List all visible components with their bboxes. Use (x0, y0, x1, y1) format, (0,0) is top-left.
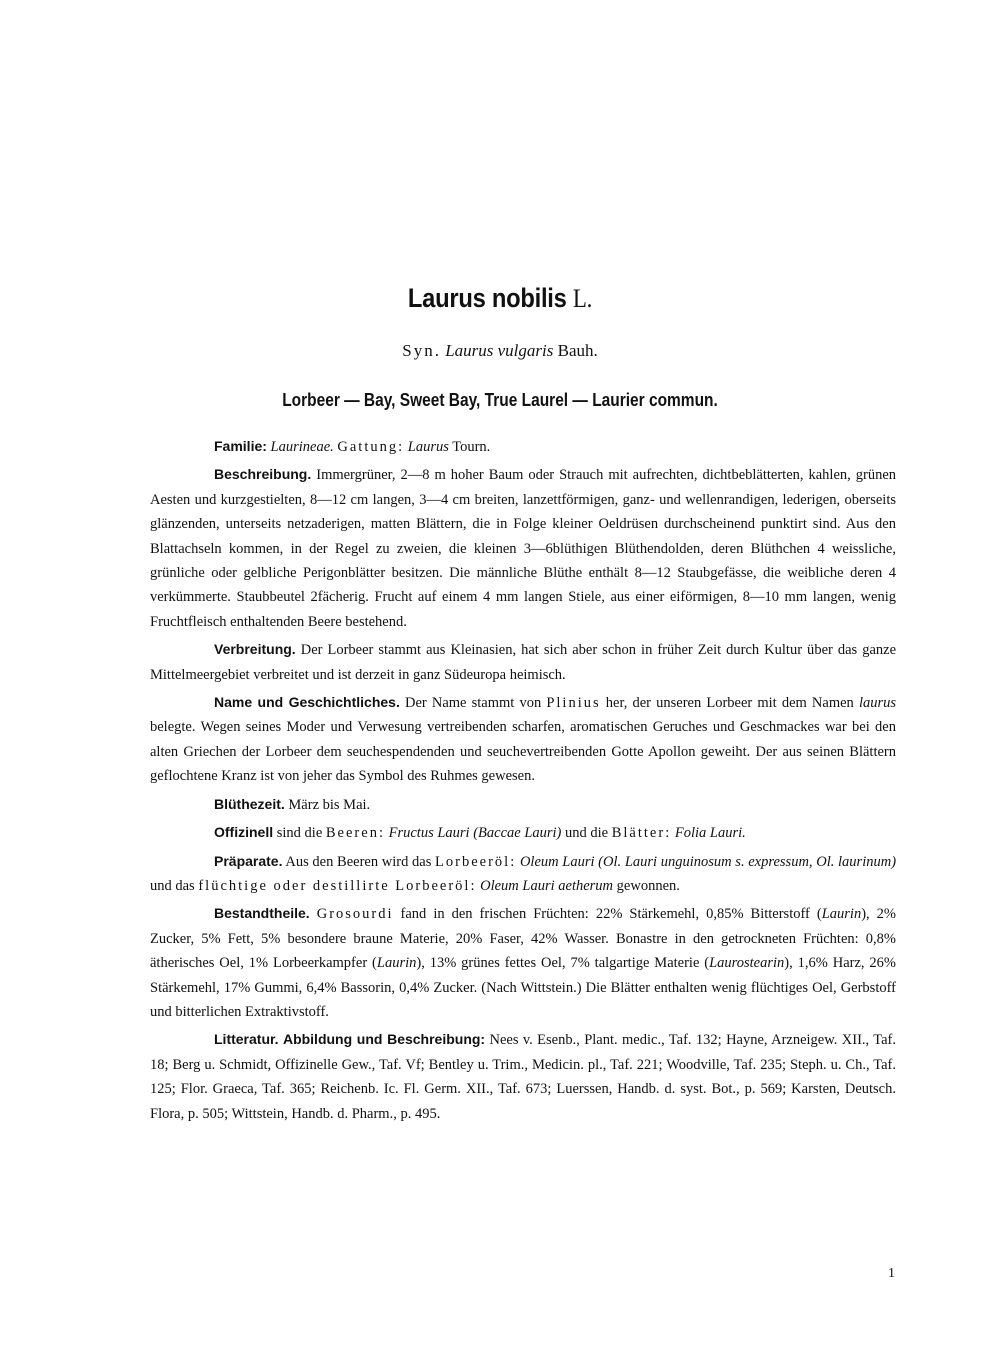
genus-name: Laurus (407, 439, 449, 455)
page-number: 1 (888, 1266, 895, 1281)
litteratur-paragraph (150, 1027, 896, 1126)
folia-lauri: Folia Lauri. (674, 825, 746, 842)
bestandtheile-text-2: ), 2% Zucker, 5% Fett, 5% besondere braune Materie, 20% Faser, 42% Wasser. (150, 906, 897, 947)
familie-heading: Familie: (214, 438, 267, 454)
bluethezeit-text: März bis Mai. (288, 796, 371, 813)
beschreibung-heading: Beschreibung. (214, 466, 312, 483)
laurin-term-1: Laurin (821, 906, 862, 923)
oleum-lauri-1: Oleum Lauri (Ol. Lauri unguinosum s. expressum, Ol. laurinum) (519, 853, 897, 870)
synonym-prefix: Syn. (402, 341, 441, 360)
laurin-term-2: Laurin (376, 955, 417, 972)
name-paragraph (150, 690, 896, 789)
name-text-2: her, der unseren Lorbeer mit dem Namen (605, 695, 854, 712)
familie-paragraph (150, 434, 896, 459)
verbreitung-paragraph (150, 637, 896, 687)
offizinell-heading: Offizinell (214, 824, 274, 841)
beschreibung-text: Immergrüner, 2—8 m hoher Baum oder Strauch mit aufrechten, dichtbeblätterten, kahlen, grünen Aesten und kurzgestielten, 8—12 cm langen, 3—4 cm breiten, lanzettförmigen, ganz- und wellenrandigen, lederigen, oberseits glänzenden, unterseits netzaderigen, matten Blättern, die in Folge kleiner Oeldrüsen durchscheinend punktirt sind. Aus den Blattachseln kommen, in der Regel zu zweien, die kleinen 3—6blüthigen Blüthendolden, deren Blüthchen 4 weissliche, grünliche oder gelbliche Perigonblätter besitzen. Die männliche Blüthe enthält 8—12 Staubgefässe, die weibliche deren 4 verkümmerte. Staubbeutel 2fächerig. Frucht auf einem 4 mm langen Stiele, aus einer eiförmigen, 8—10 mm langen, wenig Fruchtfleisch enthaltenden Beere bestehend. (150, 467, 897, 630)
bluethezeit-heading: Blüthezeit. (214, 795, 285, 812)
synonym-line (0, 341, 1000, 361)
grosourdi-name: Grosourdi (316, 906, 394, 923)
oleum-lauri-2: Oleum Lauri aetherum (480, 877, 614, 894)
genus-author: Tourn. (452, 439, 491, 455)
plinius-name: Plinius (546, 695, 601, 712)
praeparate-text-1: Aus den Beeren wird das (285, 853, 432, 870)
bestandtheile-text-4: ), 13% grünes fettes Oel, 7% talgartige Materie ( (416, 955, 710, 972)
bluethezeit-paragraph (150, 792, 896, 817)
bonastre-name: Bonastre (615, 930, 668, 947)
verbreitung-text: Der Lorbeer stammt aus Kleinasien, hat sich aber schon in früher Zeit durch Kultur über das ganze Mittelmeergebiet verbreitet und ist derzeit in ganz Südeuropa heimisch. (150, 642, 897, 683)
bestandtheile-heading: Bestandtheile. (214, 905, 310, 922)
beschreibung-paragraph (150, 462, 896, 634)
species-author: L. (572, 284, 593, 313)
laurostearin-term: Laurostearin (709, 955, 785, 972)
beeren-term: Beeren: (325, 825, 385, 842)
fluechtige-term: flüchtige oder destillirte Lorbeeröl: (198, 877, 477, 894)
fructus-lauri: Fructus Lauri (Baccae Lauri) (388, 825, 562, 842)
species-name: Laurus nobilis (407, 283, 567, 313)
offizinell-text-2: und die (565, 825, 609, 842)
synonym-name: Laurus vulgaris (445, 341, 554, 360)
offizinell-paragraph (150, 820, 896, 845)
name-heading: Name und Geschichtliches. (214, 694, 400, 711)
name-text-1: Der Name stammt von (405, 695, 542, 712)
blaetter-term: Blätter: (611, 825, 672, 842)
name-text-3: belegte. Wegen seines Moder und Verwesung vertreibenden scharfen, aromatischen Geruches und Geschmackes war bei den alten Griechen der Lorbeer dem seuchespendenden und seuchevertreibenden Gotte Apollon geweiht. Der aus seinen Blättern geflochtene Kranz ist von jeher das Symbol des Ruhmes gewesen. (150, 719, 896, 785)
bestandtheile-text-1: fand in den frischen Früchten: 22% Stärkemehl, 0,85% Bitterstoff ( (400, 906, 822, 923)
document-body (150, 434, 896, 1129)
litteratur-heading: Litteratur. (214, 1031, 279, 1048)
praeparate-heading: Präparate. (214, 852, 283, 869)
praeparate-text-2: und das (150, 877, 195, 894)
synonym-author: Bauh. (557, 341, 598, 360)
lorbeeroel-term: Lorbeeröl: (435, 853, 517, 870)
praeparate-paragraph (150, 849, 896, 899)
page-title (60, 283, 940, 314)
gattung-label: Gattung: (337, 439, 405, 455)
family-name: Laurineae. (270, 439, 334, 455)
verbreitung-heading: Verbreitung. (214, 641, 296, 658)
bestandtheile-text-5: ), 1,6% Harz, 26% Stärkemehl, 17% Gummi, 6,4% Bassorin, 0,4% Zucker. (Nach Wittstein.) Die Blätter enthalten wenig flüchtiges Oel, Gerbstoff und bitterlichen Extraktivstoff. (150, 955, 896, 1020)
offizinell-text-1: sind die (276, 825, 323, 842)
litteratur-subheading: Abbildung und Beschreibung: (282, 1031, 486, 1048)
common-names: Lorbeer — Bay, Sweet Bay, True Laurel — Laurier commun. (282, 390, 718, 410)
laurus-term: laurus (858, 695, 897, 712)
bestandtheile-text-3: in den getrockneten Früchten: 0,8% ätherisches Oel, 1% Lorbeerkampfer ( (150, 930, 896, 972)
litteratur-text: Nees v. Esenb., Plant. medic., Taf. 132; Hayne, Arzneigew. XII., Taf. 18; Berg u. Schmidt, Offizinelle Gew., Taf. Vf; Bentley u. Trim., Medicin. pl., Taf. 221; Woodville, Taf. 235; Steph. u. Ch., Taf. 125; Flor. Graeca, Taf. 365; Reichenb. Ic. Fl. Germ. XII., Taf. 673; Luerssen, Handb. d. syst. Bot., p. 569; Karsten, Deutsch. Flora, p. 505; Wittstein, Handb. d. Pharm., p. 495. (150, 1032, 896, 1122)
bestandtheile-paragraph (150, 901, 896, 1024)
praeparate-text-3: gewonnen. (616, 877, 680, 894)
